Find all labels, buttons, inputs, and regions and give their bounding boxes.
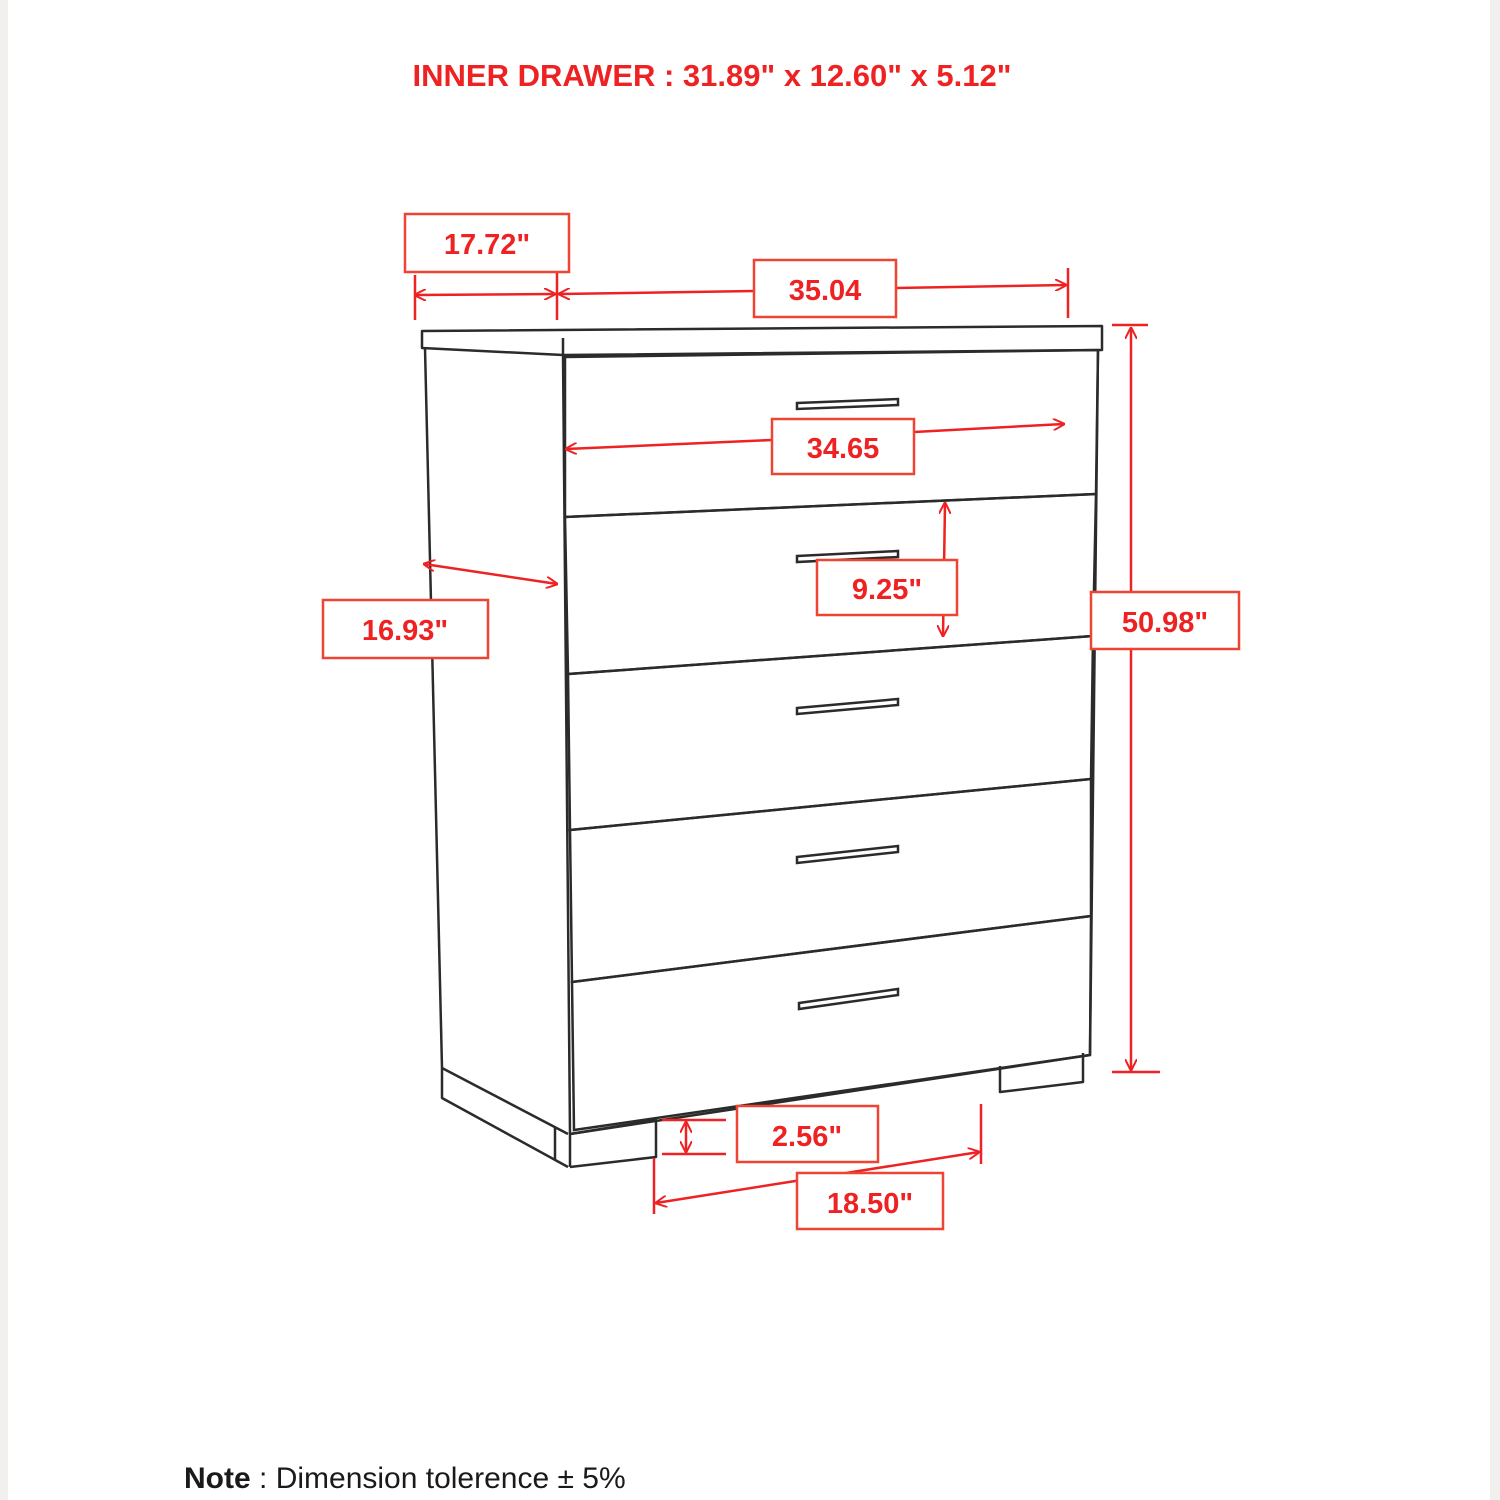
top-depth-arrow (415, 294, 555, 295)
drawer-handle (797, 846, 898, 863)
dresser-outline (422, 326, 1102, 1167)
drawer-front (570, 779, 1091, 982)
note-text: Dimension tolerence ± 5% (275, 1462, 626, 1495)
drawer-front (572, 916, 1091, 1130)
drawer-handle (797, 399, 898, 409)
top-depth-label: 17.72" (443, 229, 531, 261)
drawer-width-label: 34.65 (806, 433, 880, 465)
drawer-front (568, 636, 1093, 830)
leg-span-label: 18.50" (826, 1188, 914, 1220)
side-depth-arrow (424, 564, 557, 584)
drawer-width-arrow-left (566, 440, 772, 449)
top-width-arrow-right (896, 285, 1066, 288)
drawer-handle (799, 989, 898, 1009)
drawer-height-label: 9.25" (851, 574, 923, 606)
overall-height-label: 50.98" (1121, 607, 1209, 639)
side-depth-label: 16.93" (361, 615, 449, 647)
note-label: Note (184, 1462, 251, 1495)
dresser-side-panel (425, 348, 568, 1167)
tolerance-note (184, 1462, 626, 1496)
drawer-handle (797, 699, 898, 714)
top-width-arrow-left (559, 291, 754, 294)
note-separator: : (250, 1462, 276, 1495)
drawer-width-arrow-right (914, 424, 1064, 432)
leg-height-label: 2.56" (771, 1121, 843, 1153)
top-width-label: 35.04 (788, 275, 862, 307)
inner-drawer-title: INNER DRAWER : 31.89" x 12.60" x 5.12" (412, 58, 1012, 93)
